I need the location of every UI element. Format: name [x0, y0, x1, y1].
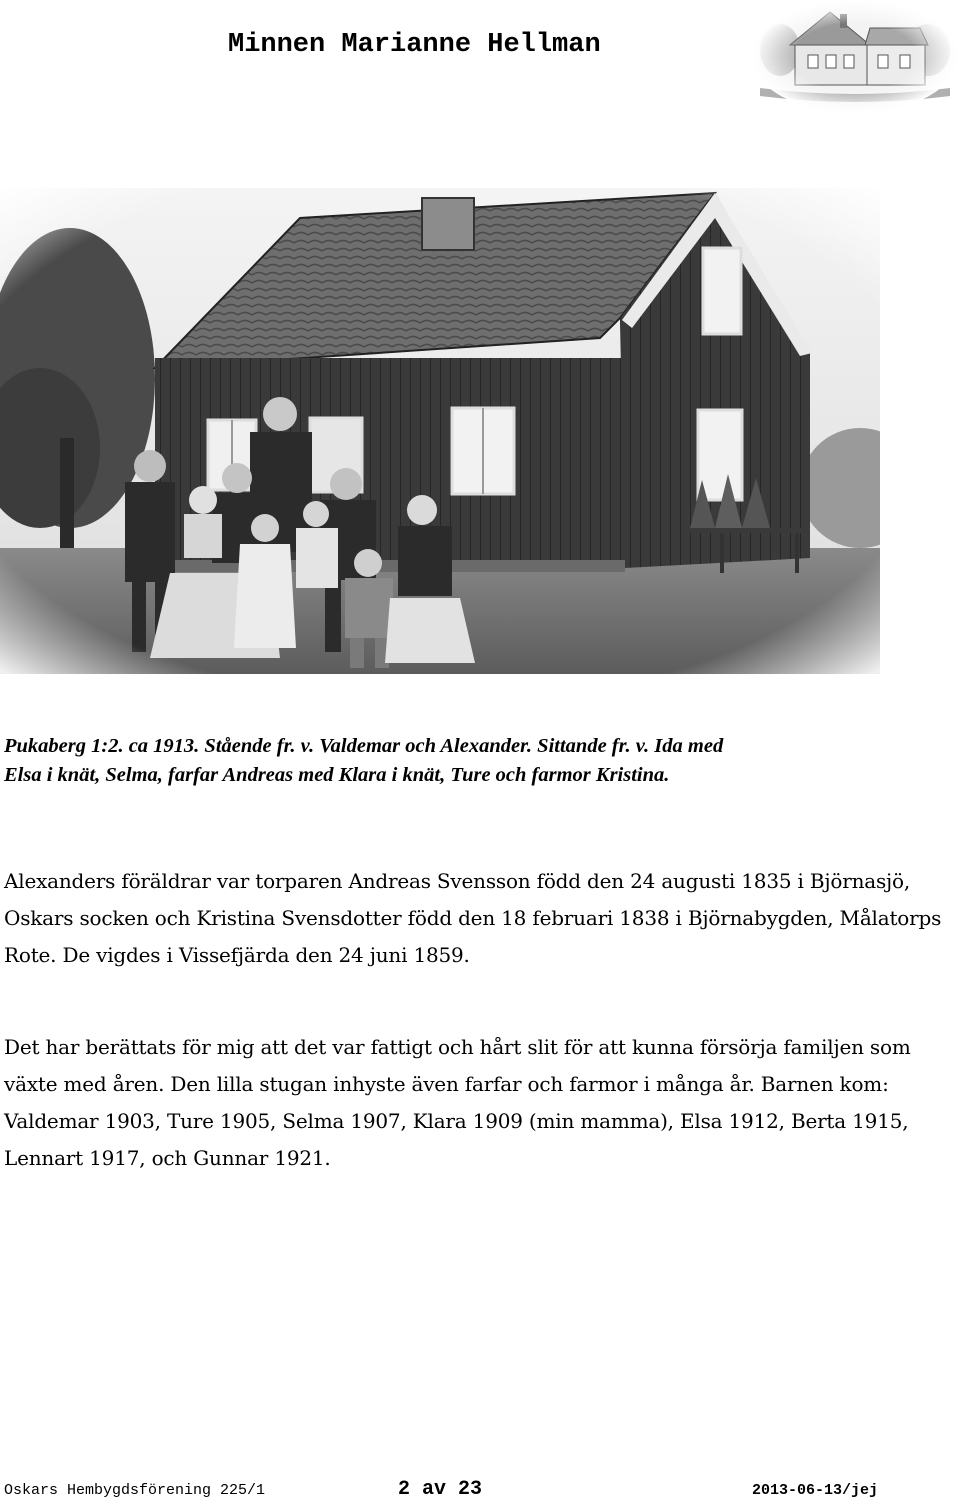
- page-title: Minnen Marianne Hellman: [228, 30, 601, 60]
- body-paragraph-2: Det har berättats för mig att det var fattigt och hårt slit för att kunna försörja familjen som växte med åren. Den lilla stugan inhyste även farfar och farmor i många år. Barnen kom: Valdemar 1903, Ture 1905, Selma 1907, Klara 1909 (min mamma), Elsa 1912, Berta 1915, Lennart 1917, och Gunnar 1921.: [4, 1035, 911, 1170]
- house-logo-icon: [750, 0, 960, 115]
- caption-line-2: Elsa i knät, Selma, farfar Andreas med Klara i knät, Ture och farmor Kristina.: [4, 764, 670, 786]
- footer-organization: Oskars Hembygdsförening 225/1: [4, 1482, 266, 1499]
- page-footer: [0, 1478, 960, 1500]
- footer-date: 2013-06-13/jej: [752, 1482, 879, 1499]
- photo-caption: [4, 732, 934, 790]
- caption-line-1: Pukaberg 1:2. ca 1913. Stående fr. v. Valdemar och Alexander. Sittande fr. v. Ida med: [4, 735, 724, 757]
- body-paragraph-1: Alexanders föräldrar var torparen Andreas Svensson född den 24 augusti 1835 i Björnasjö, Oskars socken och Kristina Svensdotter född den 18 februari 1838 i Björnabygden, Målatorps Rote. De vigdes i Vissefjärda den 24 juni 1859.: [4, 869, 942, 967]
- page-number: 2 av 23: [398, 1478, 483, 1501]
- family-house-photo: [0, 188, 880, 674]
